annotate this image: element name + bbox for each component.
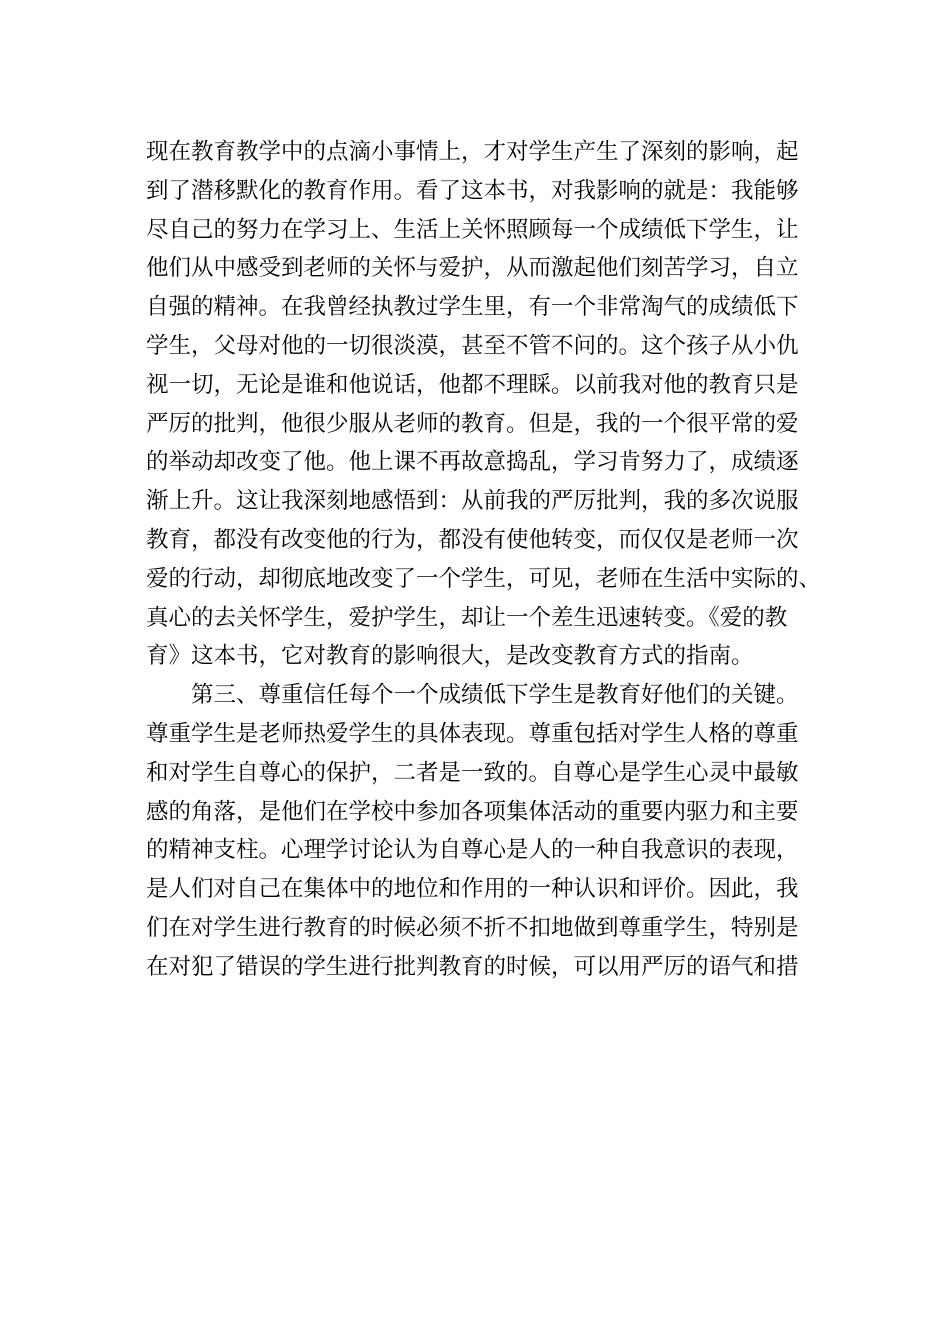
body-text: [146, 133, 826, 987]
text-line: 育》这本书，它对教育的影响很大，是改变教育方式的指南。: [146, 643, 754, 670]
text-line: 渐上升。这让我深刻地感悟到：从前我的严厉批判，我的多次说服: [146, 488, 799, 515]
text-line: 感的角落，是他们在学校中参加各项集体活动的重要内驱力和主要: [146, 798, 799, 825]
text-line: 现在教育教学中的点滴小事情上，才对学生产生了深刻的影响，起: [146, 139, 799, 165]
text-line: 的精神支柱。心理学讨论认为自尊心是人的一种自我意识的表现，: [146, 837, 799, 864]
text-line: 尽自己的努力在学习上、生活上关怀照顾每一个成绩低下学生，让: [146, 216, 799, 243]
text-line: 和对学生自尊心的保护，二者是一致的。自尊心是学生心灵中最敏: [146, 759, 799, 786]
text-line: 真心的去关怀学生，爱护学生，却让一个差生迅速转变。《爱的教: [146, 604, 788, 631]
text-line: 的举动却改变了他。他上课不再故意捣乱，学习肯努力了，成绩逐: [146, 449, 799, 476]
text-line: 在对犯了错误的学生进行批判教育的时候，可以用严厉的语气和措: [146, 953, 799, 980]
section-heading-line: 第三、尊重信任每个一个成绩低下学生是教育好他们的关键。: [191, 682, 799, 709]
text-line: 教育，都没有改变他的行为，都没有使他转变，而仅仅是老师一次: [146, 526, 799, 553]
text-line: 到了潜移默化的教育作用。看了这本书，对我影响的就是：我能够: [146, 177, 799, 204]
text-line: 是人们对自己在集体中的地位和作用的一种认识和评价。因此，我: [146, 876, 799, 903]
text-line: 严厉的批判，他很少服从老师的教育。但是，我的一个很平常的爱: [146, 410, 799, 437]
text-line: 自强的精神。在我曾经执教过学生里，有一个非常淘气的成绩低下: [146, 294, 799, 321]
text-line: 视一切，无论是谁和他说话，他都不理睬。以前我对他的教育只是: [146, 371, 799, 398]
text-line: 们在对学生进行教育的时候必须不折不扣地做到尊重学生，特别是: [146, 914, 799, 941]
text-line: 爱的行动，却彻底地改变了一个学生，可见，老师在生活中实际的、: [146, 565, 822, 592]
text-line: 学生，父母对他的一切很淡漠，甚至不管不问的。这个孩子从小仇: [146, 332, 799, 359]
text-line: 他们从中感受到老师的关怀与爱护，从而激起他们刻苦学习，自立: [146, 255, 799, 282]
text-line: 尊重学生是老师热爱学生的具体表现。尊重包括对学生人格的尊重: [146, 720, 799, 747]
